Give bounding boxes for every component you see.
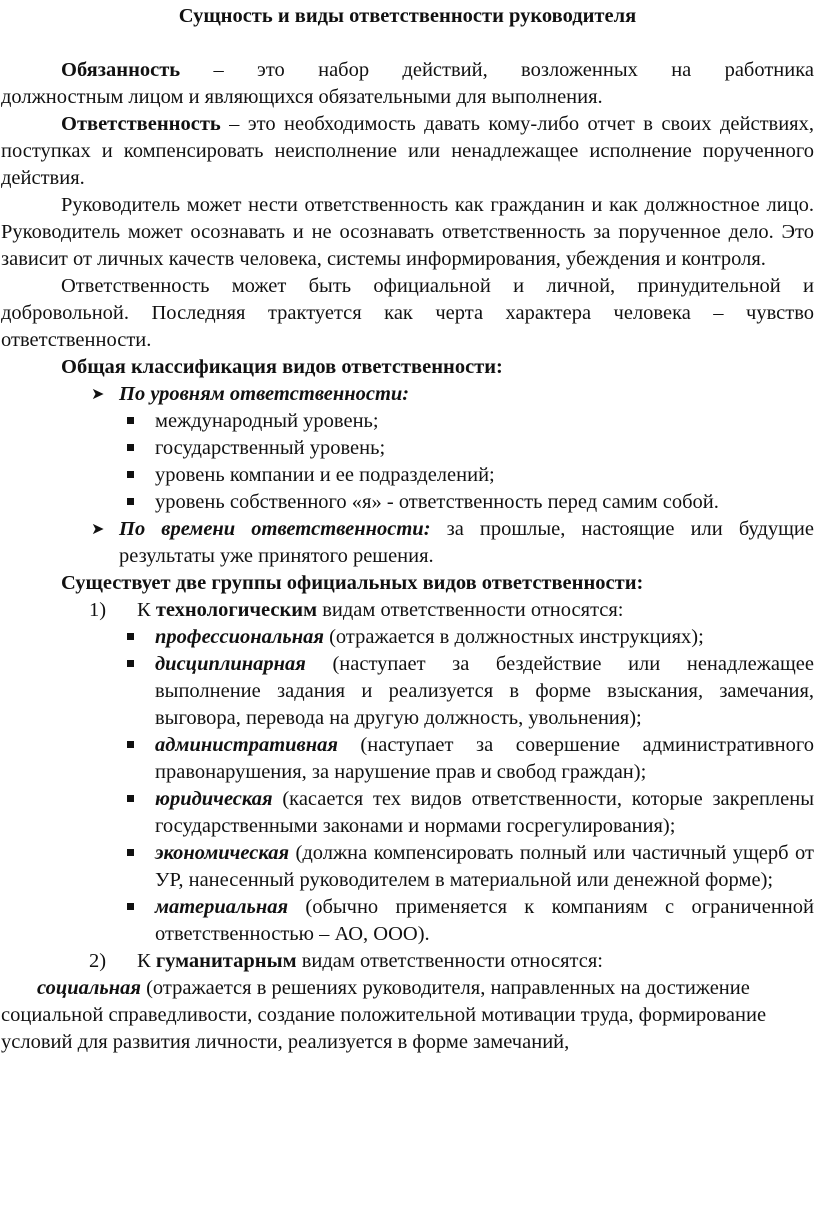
square-bullet-icon (127, 633, 134, 640)
classification-heading: Общая классификация видов ответственности: (61, 356, 503, 378)
arrow-bullet-icon: ➤ (91, 386, 105, 403)
group-technological: 1) К технологическим видам ответственности относятся: (1, 597, 814, 624)
list-item-administrative: административная (наступает за совершение административного правонарушения, за нарушение прав и свобод граждан); (1, 732, 814, 786)
paragraph-duty-line2 (1, 84, 814, 111)
square-bullet-icon (127, 417, 134, 424)
by-time-text: за прошлые, настоящие или будущие результаты уже принятого решения. (119, 518, 814, 567)
term-social: социальная (37, 977, 141, 999)
list-item-material: материальная (обычно применяется к компаниям с ограниченной ответственностью – АО, ООО). (1, 894, 814, 948)
square-bullet-icon (127, 741, 134, 748)
term-technological: технологическим (155, 599, 318, 621)
blank-line (1, 30, 814, 57)
square-bullet-icon (127, 903, 134, 910)
list-number: 1) (89, 599, 107, 621)
paragraph-responsibility (1, 111, 814, 192)
responsibility-definition: – это необходимость давать кому-либо отчет в своих действиях, поступках и компенсировать неисполнение или ненадлежащее исполнение порученного действия. (1, 113, 814, 189)
paragraph-manager: Руководитель может нести ответственность как гражданин и как должностное лицо. Руководитель может осознавать и не осознавать ответственность за порученное дело. Это зависит от личных качеств человека, системы информирования, убеждения и контроля. (1, 194, 814, 270)
page-title: Сущность и виды ответственности руководителя (178, 5, 637, 27)
term-responsibility: Ответственность (61, 113, 221, 135)
term-humanitarian: гуманитарным (155, 950, 297, 972)
paragraph-social: социальная (отражается в решениях руководителя, направленных на достижение социальной справедливости, создание положительной мотивации труда, формирование условий для развития личности, реализуется в форме замечаний, (1, 977, 767, 1053)
square-bullet-icon (127, 471, 134, 478)
list-item-by-level (1, 381, 814, 408)
arrow-bullet-icon: ➤ (91, 521, 105, 538)
group-humanitarian: 2) К гуманитарным видам ответственности относятся: (1, 948, 814, 975)
term-duty: Обязанность (61, 59, 181, 81)
paragraph-duty-line1 (1, 57, 814, 84)
official-groups-heading: Существует две группы официальных видов ответственности: (61, 572, 644, 594)
duty-definition-part2: должностным лицом и являющихся обязательными для выполнения. (1, 86, 603, 108)
list-item-disciplinary: дисциплинарная (наступает за бездействие или ненадлежащее выполнение задания и реализуется в форме взыскания, замечания, выговора, перевода на другую должность, увольнения); (1, 651, 814, 732)
list-item-by-time (1, 516, 814, 570)
by-level-label: По уровням ответственности: (119, 383, 410, 405)
square-bullet-icon (127, 795, 134, 802)
list-item: международный уровень; (1, 408, 814, 435)
list-item: государственный уровень; (1, 435, 814, 462)
square-bullet-icon (127, 849, 134, 856)
list-item-professional: профессиональная (отражается в должностных инструкциях); (1, 624, 814, 651)
by-time-label: По времени ответственности: (119, 518, 431, 540)
square-bullet-icon (127, 498, 134, 505)
list-item: уровень собственного «я» - ответственность перед самим собой. (1, 489, 814, 516)
square-bullet-icon (127, 444, 134, 451)
list-item: уровень компании и ее подразделений; (1, 462, 814, 489)
list-item-economic: экономическая (должна компенсировать полный или частичный ущерб от УР, нанесенный руководителем в материальной или денежной форме); (1, 840, 814, 894)
list-number: 2) (89, 950, 107, 972)
duty-definition-part1: – это набор действий, возложенных на работника (180, 59, 814, 81)
paragraph-official-personal: Ответственность может быть официальной и личной, принудительной и добровольной. Последняя трактуется как черта характера человека – чувство ответственности. (1, 275, 814, 351)
list-item-legal: юридическая (касается тех видов ответственности, которые закреплены государственными законами и нормами госрегулирования); (1, 786, 814, 840)
square-bullet-icon (127, 660, 134, 667)
